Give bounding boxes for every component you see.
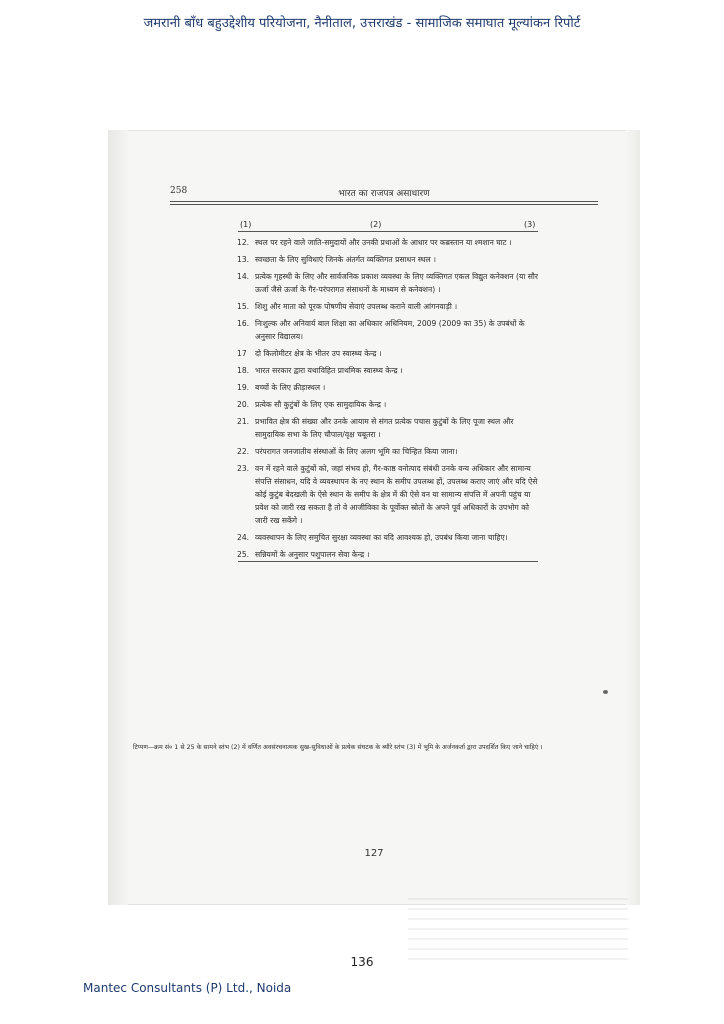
row-text: प्रत्येक सौ कुटुंबों के लिए एक सामुदायिक केन्द्र । bbox=[255, 400, 387, 409]
row-text: स्वच्छता के लिए सुविधाएं जिनके अंतर्गत व्यक्तिगत प्रसाधन स्थल । bbox=[255, 255, 436, 264]
table-row bbox=[238, 270, 538, 296]
row-number: 19. bbox=[237, 383, 250, 392]
row-text: प्रत्येक गृहस्थी के लिए और सार्वजनिक प्रकाश व्यवस्था के लिए व्यक्तिगत एकल विद्युत कनेक्शन (या सौर ऊर्जा जैसे ऊर्जा के गैर-परंपरागत संसाधनों के माध्यम से कनेक्शन) । bbox=[255, 272, 539, 294]
table-row bbox=[238, 531, 538, 544]
row-number: 14. bbox=[237, 272, 250, 281]
header-rule bbox=[170, 201, 598, 202]
faint-bleed-through-text bbox=[408, 890, 628, 960]
table-row bbox=[238, 381, 538, 394]
gazette-running-header bbox=[170, 186, 598, 202]
row-number: 25. bbox=[237, 550, 250, 559]
row-number: 20. bbox=[237, 400, 250, 409]
row-text: भारत सरकार द्वारा यथाविहित प्राथमिक स्वास्थ्य केन्द्र । bbox=[255, 366, 403, 375]
column-header-3: (3) bbox=[524, 220, 536, 229]
column-header-2: (2) bbox=[370, 220, 382, 229]
table-row bbox=[238, 548, 538, 562]
table-row bbox=[238, 415, 538, 441]
row-text: स्थल पर रहने वाले जाति-समुदायों और उनकी प्रथाओं के आधार पर कब्रस्तान या श्मशान घाट । bbox=[255, 238, 512, 247]
row-number: 13. bbox=[237, 255, 250, 264]
row-number: 16. bbox=[237, 319, 250, 328]
table-row bbox=[238, 445, 538, 458]
row-text: सन्नियमों के अनुसार पशुपालन सेवा केन्द्र । bbox=[255, 550, 370, 559]
row-text: प्रभावित क्षेत्र की संख्या और उनके आयाम से संगत प्रत्येक पचास कुटुंबों के लिए पूजा स्थल और सामुदायिक सभा के लिए चौपाल/वृक्ष चबूतरा । bbox=[255, 417, 514, 439]
scan-left-edge bbox=[108, 130, 128, 905]
row-text: दो किलोमीटर क्षेत्र के भीतर उप स्वास्थ्य केन्द्र । bbox=[255, 349, 382, 358]
document-header-title: जमरानी बाँध बहुउद्देशीय परियोजना, नैनीताल, उत्तराखंड - सामाजिक समाघात मूल्यांकन रिपोर्ट bbox=[143, 16, 581, 31]
amenities-table bbox=[238, 220, 538, 562]
gazette-title: भारत का राजपत्र असाधारण bbox=[338, 189, 430, 199]
scan-printed-page-number: 127 bbox=[364, 848, 384, 859]
row-text: बच्चों के लिए क्रीड़ास्थल । bbox=[255, 383, 326, 392]
row-number: 23. bbox=[237, 464, 250, 473]
row-text: शिशु और माता को पूरक पोषणीय सेवाएं उपलब्ध कराने वाली आंगनवाड़ी । bbox=[255, 302, 458, 311]
row-number: 24. bbox=[237, 533, 250, 542]
column-header-1: (1) bbox=[240, 220, 252, 229]
row-number: 12. bbox=[237, 238, 250, 247]
table-row bbox=[238, 347, 538, 360]
row-text: परंपरागत जनजातीय संस्थाओं के लिए अलग भूमि का चिन्हित किया जाना। bbox=[255, 447, 458, 456]
row-text: निःशुल्क और अनिवार्य बाल शिक्षा का अधिकार अधिनियम, 2009 (2009 का 35) के उपबंधों के अनुसार विद्यालय। bbox=[255, 319, 525, 341]
scan-right-edge bbox=[626, 130, 640, 905]
row-number: 15. bbox=[237, 302, 250, 311]
table-row bbox=[238, 300, 538, 313]
scan-ink-blot bbox=[603, 690, 608, 694]
footer-company: Mantec Consultants (P) Ltd., Noida bbox=[83, 981, 292, 995]
gazette-page-number: 258 bbox=[170, 186, 188, 196]
table-row bbox=[238, 253, 538, 266]
table-footnote: टिप्पण—क्रम सं० 1 से 25 के सामने स्तंभ (2) में वर्णित अवसंरचनात्मक सुख-सुविधाओं के प्रत्येक संघटक के ब्यौरे स्तंभ (3) में भूमि के अर्जनकर्ता द्वारा उपदर्शित किए जाने चाहिएं । bbox=[133, 744, 543, 751]
table-row bbox=[238, 398, 538, 411]
row-text: वन में रहने वाले कुटुंबों को, जहां संभव हो, गैर-काष्ठ वनोत्पाद संबंधी उनके वन्य अधिकार और सामान्य संपत्ति संसाधन, यदि वे व्यवस्थापन के नए स्थान के समीप उपलब्ध हों, उपलब्ध कराए जाएं और यदि ऐसे कोई कुटुंब बेदखली के ऐसे स्थान के समीप के क्षेत्र में की ऐसे वन या सामान्य संपत्ति में अपनी पहुंच या प्रवेश को जारी रख सकता है तो वे आजीविका के पूर्वोक्त स्रोतों के अपने पूर्व अधिकारों के उपभोग को जारी रख सकेंगे । bbox=[255, 464, 538, 525]
table-row bbox=[238, 364, 538, 377]
header-rule-double bbox=[170, 204, 598, 205]
row-number: 17 bbox=[237, 349, 247, 358]
scanned-gazette-page bbox=[108, 130, 640, 905]
row-text: व्यवस्थापन के लिए समुचित सुरक्षा व्यवस्था का यदि आवश्यक हो, उपबंध किया जाना चाहिए। bbox=[255, 533, 508, 542]
row-number: 21. bbox=[237, 417, 250, 426]
row-number: 18. bbox=[237, 366, 250, 375]
table-row bbox=[238, 317, 538, 343]
row-number: 22. bbox=[237, 447, 250, 456]
table-row bbox=[238, 462, 538, 527]
table-row bbox=[238, 236, 538, 249]
table-column-headers bbox=[238, 220, 538, 232]
page-number: 136 bbox=[350, 955, 374, 969]
